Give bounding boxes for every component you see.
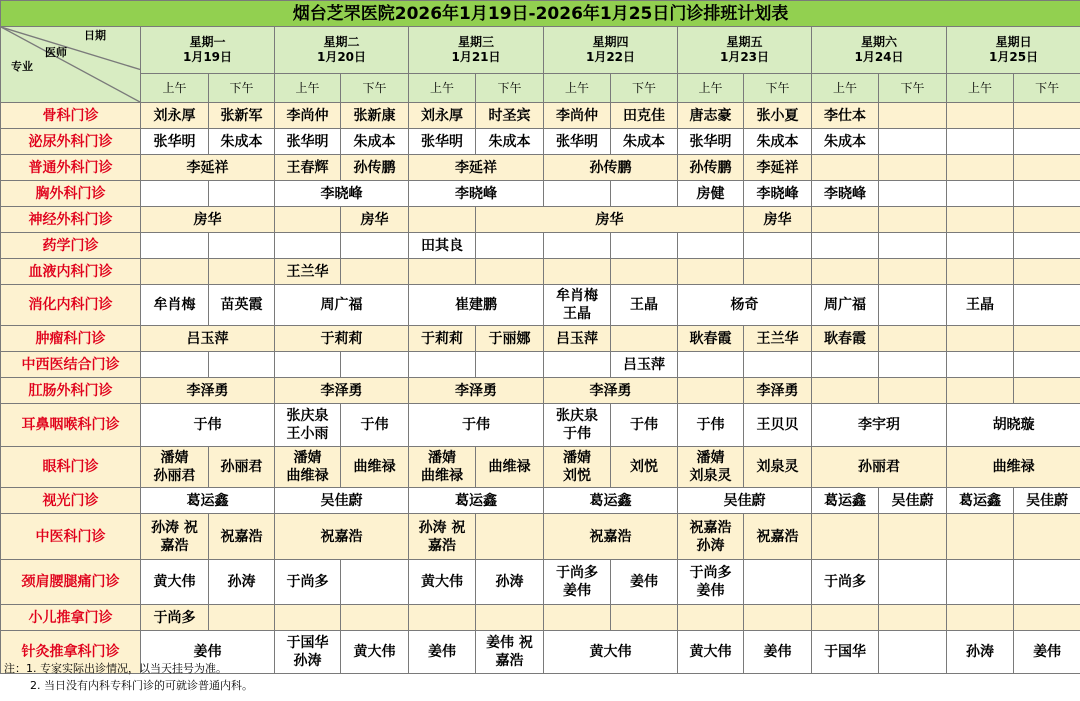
table-row (1, 155, 1080, 181)
schedule-cell: 李泽勇 (141, 378, 275, 404)
schedule-cell: 刘悦 (611, 447, 678, 488)
weekday-label: 星期六 (860, 35, 897, 50)
half-day-header-row (1, 74, 1080, 103)
schedule-cell (879, 259, 947, 285)
schedule-cell (409, 259, 476, 285)
morning-header: 上午 (275, 74, 341, 103)
schedule-cell: 王兰华 (275, 259, 341, 285)
schedule-cell: 黄大伟 (678, 631, 744, 674)
schedule-cell (879, 103, 947, 129)
schedule-cell: 牟肖梅 王晶 (544, 285, 611, 326)
schedule-cell (947, 129, 1014, 155)
schedule-cell: 黄大伟 (409, 560, 476, 605)
schedule-cell: 房华 (141, 207, 275, 233)
schedule-cell: 张华明 (544, 129, 611, 155)
schedule-cell (544, 605, 611, 631)
corner-specialty-label: 专业 (11, 60, 33, 73)
schedule-cell (544, 233, 611, 259)
schedule-cell (1014, 514, 1080, 560)
schedule-cell: 李泽勇 (744, 378, 812, 404)
department-label: 消化内科门诊 (1, 285, 141, 326)
morning-header: 上午 (678, 74, 744, 103)
schedule-cell: 于莉莉 (275, 326, 409, 352)
schedule-cell (879, 560, 947, 605)
table-row (1, 259, 1080, 285)
schedule-cell: 葛运鑫 (141, 488, 275, 514)
day-header (678, 27, 812, 74)
schedule-cell: 葛运鑫 (812, 488, 879, 514)
afternoon-header: 下午 (611, 74, 678, 103)
date-label: 1月23日 (719, 50, 770, 65)
day-header (409, 27, 544, 74)
schedule-cell: 姜伟 (611, 560, 678, 605)
schedule-cell: 祝嘉浩 (744, 514, 812, 560)
schedule-cell: 张华明 (275, 129, 341, 155)
schedule-cell: 姜伟 (409, 631, 476, 674)
corner-header (1, 27, 141, 103)
schedule-cell: 姜伟 祝 嘉浩 (476, 631, 544, 674)
schedule-cell: 祝嘉浩 (275, 514, 409, 560)
schedule-cell (947, 560, 1014, 605)
date-label: 1月24日 (854, 50, 904, 65)
schedule-cell (947, 514, 1014, 560)
schedule-cell (275, 207, 341, 233)
schedule-cell: 李尚仲 (544, 103, 611, 129)
schedule-cell: 于尚多 (812, 560, 879, 605)
schedule-cell: 李晓峰 (275, 181, 409, 207)
schedule-cell: 孙涛 (209, 560, 275, 605)
morning-header: 上午 (947, 74, 1014, 103)
schedule-cell: 张华明 (678, 129, 744, 155)
schedule-cell (744, 259, 812, 285)
day-header (544, 27, 678, 74)
schedule-cell: 耿春霞 (678, 326, 744, 352)
date-label: 1月19日 (182, 50, 233, 65)
weekday-label: 星期三 (457, 35, 494, 50)
schedule-cell: 葛运鑫 (544, 488, 678, 514)
schedule-cell (141, 233, 209, 259)
schedule-cell (947, 155, 1014, 181)
weekday-label: 星期五 (726, 35, 763, 50)
schedule-cell (1014, 378, 1080, 404)
schedule-cell (812, 233, 879, 259)
schedule-cell (678, 378, 744, 404)
morning-header: 上午 (544, 74, 611, 103)
schedule-cell (812, 378, 879, 404)
department-label: 颈肩腰腿痛门诊 (1, 560, 141, 605)
schedule-cell (476, 352, 544, 378)
schedule-cell: 孙涛 祝 嘉浩 (141, 514, 209, 560)
schedule-cell: 潘婧 曲维禄 (275, 447, 341, 488)
department-label: 普通外科门诊 (1, 155, 141, 181)
schedule-cell (879, 207, 947, 233)
schedule-cell: 曲维禄 (341, 447, 409, 488)
schedule-cell: 潘婧 曲维禄 (409, 447, 476, 488)
schedule-cell (1014, 207, 1080, 233)
table-row (1, 352, 1080, 378)
schedule-cell (947, 233, 1014, 259)
schedule-cell (476, 514, 544, 560)
schedule-cell: 刘泉灵 (744, 447, 812, 488)
table-row (1, 285, 1080, 326)
schedule-cell (141, 181, 209, 207)
schedule-cell (209, 352, 275, 378)
date-label: 1月21日 (451, 50, 501, 65)
schedule-cell (879, 631, 947, 674)
schedule-cell (611, 233, 678, 259)
schedule-cell: 崔建鹏 (409, 285, 544, 326)
schedule-cell (275, 605, 341, 631)
table-row (1, 404, 1080, 447)
schedule-cell: 张新军 (209, 103, 275, 129)
schedule-cell (544, 352, 611, 378)
table-row (1, 233, 1080, 259)
schedule-cell (879, 605, 947, 631)
schedule-cell: 房健 (678, 181, 744, 207)
date-label: 1月20日 (316, 50, 367, 65)
schedule-cell: 朱成本 (744, 129, 812, 155)
schedule-cell: 于伟 (678, 404, 744, 447)
schedule-cell (1014, 605, 1080, 631)
schedule-cell: 李延祥 (141, 155, 275, 181)
schedule-cell (879, 233, 947, 259)
schedule-cell: 葛运鑫 (409, 488, 544, 514)
schedule-cell (1014, 352, 1080, 378)
schedule-cell: 李延祥 (744, 155, 812, 181)
afternoon-header: 下午 (341, 74, 409, 103)
schedule-cell: 吴佳蔚 (275, 488, 409, 514)
table-row (1, 326, 1080, 352)
schedule-cell: 刘永厚 (141, 103, 209, 129)
schedule-cell (947, 352, 1014, 378)
schedule-cell: 周广福 (812, 285, 879, 326)
date-label: 1月25日 (989, 50, 1039, 65)
schedule-cell (1014, 560, 1080, 605)
table-row (1, 488, 1080, 514)
schedule-cell (1014, 233, 1080, 259)
schedule-cell: 孙涛 (476, 560, 544, 605)
department-label: 肿瘤科门诊 (1, 326, 141, 352)
schedule-cell: 于国华 (812, 631, 879, 674)
schedule-cell: 王晶 (611, 285, 678, 326)
schedule-cell (1014, 103, 1080, 129)
schedule-cell (611, 181, 678, 207)
schedule-cell: 朱成本 (476, 129, 544, 155)
schedule-cell: 李晓峰 (409, 181, 544, 207)
department-label: 药学门诊 (1, 233, 141, 259)
schedule-cell: 孙丽君 (209, 447, 275, 488)
schedule-cell: 姜伟 (1014, 631, 1080, 674)
schedule-cell (744, 605, 812, 631)
schedule-cell (812, 155, 879, 181)
schedule-cell: 孙涛 祝 嘉浩 (409, 514, 476, 560)
schedule-cell: 于伟 (341, 404, 409, 447)
schedule-cell: 朱成本 (611, 129, 678, 155)
schedule-cell (812, 605, 879, 631)
schedule-cell: 李延祥 (409, 155, 544, 181)
schedule-cell (678, 233, 744, 259)
schedule-cell (476, 233, 544, 259)
schedule-cell: 于尚多 (275, 560, 341, 605)
schedule-cell: 吴佳蔚 (879, 488, 947, 514)
schedule-cell (341, 259, 409, 285)
schedule-cell: 朱成本 (812, 129, 879, 155)
corner-doctor-label: 医师 (45, 46, 67, 59)
schedule-cell (209, 233, 275, 259)
weekday-header-row (1, 27, 1080, 74)
schedule-cell: 姜伟 (141, 631, 275, 674)
schedule-cell: 葛运鑫 (947, 488, 1014, 514)
table-row (1, 207, 1080, 233)
schedule-cell (1014, 181, 1080, 207)
table-row (1, 181, 1080, 207)
schedule-cell (812, 207, 879, 233)
schedule-cell (1014, 259, 1080, 285)
day-header (812, 27, 947, 74)
schedule-cell (947, 378, 1014, 404)
schedule-cell: 孙传鹏 (678, 155, 744, 181)
morning-header: 上午 (141, 74, 209, 103)
corner-date-label: 日期 (84, 29, 106, 42)
schedule-cell: 杨奇 (678, 285, 812, 326)
schedule-cell (209, 181, 275, 207)
schedule-cell (879, 155, 947, 181)
schedule-cell (1014, 155, 1080, 181)
schedule-cell (879, 514, 947, 560)
schedule-cell: 吴佳蔚 (1014, 488, 1080, 514)
schedule-cell: 张华明 (141, 129, 209, 155)
schedule-cell: 黄大伟 (341, 631, 409, 674)
department-label: 血液内科门诊 (1, 259, 141, 285)
schedule-cell (879, 129, 947, 155)
schedule-cell: 姜伟 (744, 631, 812, 674)
schedule-cell: 王兰华 (744, 326, 812, 352)
department-label: 肛肠外科门诊 (1, 378, 141, 404)
schedule-cell (744, 352, 812, 378)
schedule-cell: 李仕本 (812, 103, 879, 129)
schedule-cell: 于莉莉 (409, 326, 476, 352)
schedule-cell: 曲维禄 (947, 447, 1080, 488)
schedule-cell: 李泽勇 (409, 378, 544, 404)
schedule-cell: 潘婧 刘泉灵 (678, 447, 744, 488)
afternoon-header: 下午 (744, 74, 812, 103)
schedule-cell: 于伟 (141, 404, 275, 447)
schedule-cell (611, 259, 678, 285)
schedule-cell (611, 605, 678, 631)
schedule-cell (678, 605, 744, 631)
schedule-cell (947, 326, 1014, 352)
table-row (1, 447, 1080, 488)
schedule-cell: 王晶 (947, 285, 1014, 326)
schedule-cell: 李尚仲 (275, 103, 341, 129)
schedule-cell (141, 352, 209, 378)
schedule-cell (879, 352, 947, 378)
schedule-cell (678, 352, 744, 378)
schedule-cell: 于伟 (611, 404, 678, 447)
table-row (1, 605, 1080, 631)
department-label: 针灸推拿科门诊 (1, 631, 141, 674)
afternoon-header: 下午 (1014, 74, 1080, 103)
table-row (1, 378, 1080, 404)
department-label: 骨科门诊 (1, 103, 141, 129)
schedule-cell: 于国华 孙涛 (275, 631, 341, 674)
schedule-cell (141, 259, 209, 285)
schedule-cell: 祝嘉浩 孙涛 (678, 514, 744, 560)
schedule-cell (275, 233, 341, 259)
schedule-cell: 祝嘉浩 (544, 514, 678, 560)
department-label: 中西医结合门诊 (1, 352, 141, 378)
schedule-cell: 时圣宾 (476, 103, 544, 129)
schedule-cell (744, 560, 812, 605)
schedule-cell: 孙涛 (947, 631, 1014, 674)
schedule-cell (544, 259, 611, 285)
schedule-cell: 王春辉 (275, 155, 341, 181)
schedule-cell (879, 326, 947, 352)
schedule-cell: 牟肖梅 (141, 285, 209, 326)
schedule-cell: 李泽勇 (544, 378, 678, 404)
schedule-cell: 于尚多 姜伟 (544, 560, 611, 605)
table-row (1, 129, 1080, 155)
day-header (947, 27, 1080, 74)
schedule-cell (947, 103, 1014, 129)
schedule-cell (341, 560, 409, 605)
note-line-2: 2. 当日没有内科专科门诊的可就诊普通内科。 (30, 679, 253, 692)
table-row (1, 103, 1080, 129)
schedule-cell (812, 352, 879, 378)
schedule-cell: 吴佳蔚 (678, 488, 812, 514)
schedule-cell: 曲维禄 (476, 447, 544, 488)
schedule-cell: 房华 (744, 207, 812, 233)
department-label: 胸外科门诊 (1, 181, 141, 207)
schedule-cell (341, 352, 409, 378)
schedule-cell: 周广福 (275, 285, 409, 326)
department-label: 中医科门诊 (1, 514, 141, 560)
schedule-cell: 潘婧 孙丽君 (141, 447, 209, 488)
schedule-cell (744, 233, 812, 259)
schedule-cell (275, 352, 341, 378)
schedule-cell: 黄大伟 (544, 631, 678, 674)
schedule-cell (476, 259, 544, 285)
schedule-cell (409, 207, 476, 233)
schedule-cell (544, 181, 611, 207)
schedule-cell: 吕玉萍 (141, 326, 275, 352)
schedule-cell: 吕玉萍 (544, 326, 611, 352)
day-header (275, 27, 409, 74)
schedule-cell: 于尚多 姜伟 (678, 560, 744, 605)
department-label: 小儿推拿门诊 (1, 605, 141, 631)
department-label: 眼科门诊 (1, 447, 141, 488)
schedule-cell (341, 605, 409, 631)
schedule-cell (812, 514, 879, 560)
schedule-cell: 孙传鹏 (341, 155, 409, 181)
schedule-cell: 李晓峰 (812, 181, 879, 207)
afternoon-header: 下午 (879, 74, 947, 103)
schedule-cell (476, 605, 544, 631)
weekday-label: 星期一 (189, 35, 226, 50)
schedule-cell: 于丽娜 (476, 326, 544, 352)
weekday-label: 星期二 (323, 35, 360, 50)
schedule-cell (409, 605, 476, 631)
schedule-cell (947, 207, 1014, 233)
schedule-cell (209, 259, 275, 285)
schedule-cell: 刘永厚 (409, 103, 476, 129)
schedule-cell: 王贝贝 (744, 404, 812, 447)
schedule-cell (879, 378, 947, 404)
schedule-cell: 潘婧 刘悦 (544, 447, 611, 488)
afternoon-header: 下午 (476, 74, 544, 103)
schedule-cell: 张庆泉 王小雨 (275, 404, 341, 447)
schedule-cell (209, 605, 275, 631)
schedule-cell (947, 605, 1014, 631)
schedule-cell: 苗英霞 (209, 285, 275, 326)
schedule-cell: 李泽勇 (275, 378, 409, 404)
day-header (141, 27, 275, 74)
schedule-cell: 张庆泉 于伟 (544, 404, 611, 447)
schedule-cell: 田其良 (409, 233, 476, 259)
schedule-cell: 黄大伟 (141, 560, 209, 605)
department-label: 耳鼻咽喉科门诊 (1, 404, 141, 447)
department-label: 神经外科门诊 (1, 207, 141, 233)
morning-header: 上午 (812, 74, 879, 103)
schedule-cell (611, 326, 678, 352)
schedule-cell: 孙传鹏 (544, 155, 678, 181)
morning-header: 上午 (409, 74, 476, 103)
schedule-cell: 于伟 (409, 404, 544, 447)
table-row (1, 514, 1080, 560)
schedule-cell (812, 259, 879, 285)
schedule-cell (341, 233, 409, 259)
table-row (1, 560, 1080, 605)
schedule-cell: 耿春霞 (812, 326, 879, 352)
schedule-cell: 唐志豪 (678, 103, 744, 129)
schedule-cell (947, 181, 1014, 207)
schedule-cell: 朱成本 (209, 129, 275, 155)
afternoon-header: 下午 (209, 74, 275, 103)
schedule-cell: 张小夏 (744, 103, 812, 129)
department-label: 泌尿外科门诊 (1, 129, 141, 155)
title-row (1, 1, 1080, 27)
schedule-cell: 于尚多 (141, 605, 209, 631)
schedule-cell: 李晓峰 (744, 181, 812, 207)
schedule-cell (879, 181, 947, 207)
date-label: 1月22日 (585, 50, 636, 65)
weekday-label: 星期日 (995, 35, 1032, 50)
schedule-cell: 祝嘉浩 (209, 514, 275, 560)
schedule-cell (409, 352, 476, 378)
schedule-cell: 胡晓璇 (947, 404, 1080, 447)
schedule-cell: 李宇玥 (812, 404, 947, 447)
schedule-cell (678, 259, 744, 285)
schedule-cell (1014, 285, 1080, 326)
schedule-cell: 张华明 (409, 129, 476, 155)
weekday-label: 星期四 (592, 35, 629, 50)
schedule-cell (879, 285, 947, 326)
schedule-cell: 孙丽君 (812, 447, 947, 488)
schedule-cell: 房华 (341, 207, 409, 233)
schedule-cell (1014, 326, 1080, 352)
schedule-cell (1014, 129, 1080, 155)
schedule-cell: 田克佳 (611, 103, 678, 129)
page-title: 烟台芝罘医院2026年1月19日-2026年1月25日门诊排班计划表 (1, 1, 1080, 27)
schedule-cell (947, 259, 1014, 285)
department-label: 视光门诊 (1, 488, 141, 514)
schedule-cell: 吕玉萍 (611, 352, 678, 378)
note-line-1: 注：1. 专家实际出诊情况，以当天挂号为准。 (4, 662, 227, 675)
schedule-cell: 张新康 (341, 103, 409, 129)
schedule-cell: 朱成本 (341, 129, 409, 155)
schedule-cell: 房华 (476, 207, 744, 233)
